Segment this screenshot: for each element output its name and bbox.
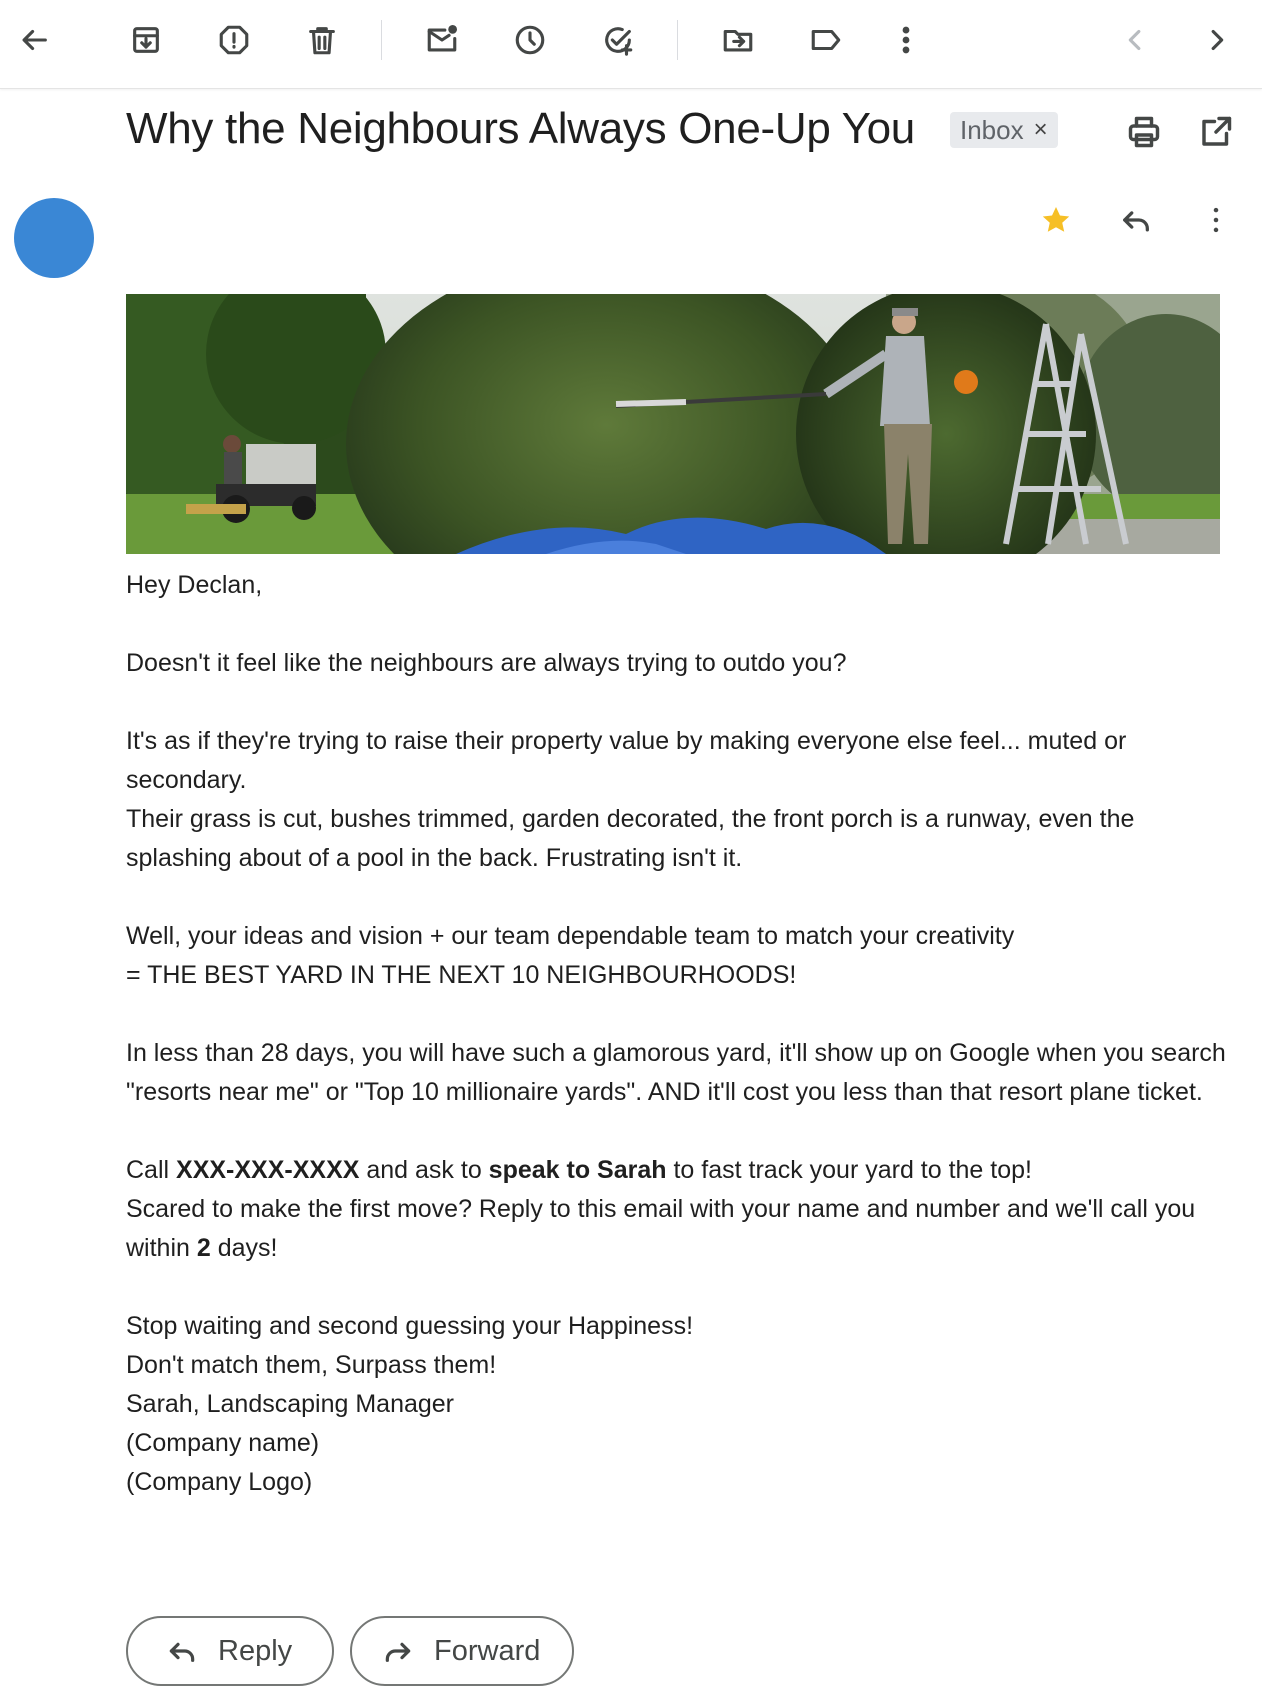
greeting: Hey Declan,	[126, 571, 263, 599]
reply-icon[interactable]	[1114, 198, 1158, 242]
print-icon[interactable]	[1122, 110, 1166, 154]
days-number: 2	[196, 1234, 211, 1262]
paragraph-3-line-1: Well, your ideas and vision + our team dependable team to match your creativity	[126, 922, 1015, 950]
star-icon[interactable]	[1034, 198, 1078, 242]
email-body	[126, 566, 1226, 1502]
forward-button-label: Forward	[434, 1634, 541, 1667]
phone-number: XXX-XXX-XXXX	[176, 1156, 360, 1184]
inbox-label-text: Inbox	[960, 114, 1024, 145]
add-to-tasks-icon[interactable]	[598, 20, 638, 60]
signature-line-4: (Company name)	[126, 1429, 320, 1457]
call-mid: and ask to	[359, 1156, 489, 1184]
call-to-action	[126, 1151, 1226, 1190]
remove-label-icon[interactable]: ×	[1033, 116, 1048, 143]
reply-offer-suffix: days!	[210, 1234, 278, 1262]
paragraph-3-line-2: = THE BEST YARD IN THE NEXT 10 NEIGHBOURHOODS!	[126, 961, 797, 989]
move-to-icon[interactable]	[718, 20, 758, 60]
open-in-new-window-icon[interactable]	[1194, 110, 1238, 154]
label-icon[interactable]	[806, 20, 846, 60]
reply-icon	[166, 1635, 198, 1667]
chevron-right-icon[interactable]	[1196, 20, 1236, 60]
message-more-icon[interactable]	[1194, 198, 1238, 242]
snooze-icon[interactable]	[510, 20, 550, 60]
paragraph-4: In less than 28 days, you will have such a glamorous yard, it'll show up on Google when you search "resorts near me" or "Top 10 millionaire yards". AND it'll cost you less than that resort plane ticket.	[126, 1039, 1226, 1106]
more-vert-icon[interactable]	[886, 20, 926, 60]
call-prefix: Call	[126, 1156, 177, 1184]
toolbar-divider	[677, 20, 678, 60]
speak-to-sarah: speak to Sarah	[488, 1156, 667, 1184]
sender-avatar	[14, 198, 94, 278]
toolbar	[0, 0, 1262, 89]
reply-offer-prefix: Scared to make the first move? Reply to this email with your name and number and we'll call you within	[126, 1195, 1196, 1262]
delete-icon[interactable]	[302, 20, 342, 60]
report-spam-icon[interactable]	[214, 20, 254, 60]
call-suffix: to fast track your yard to the top!	[666, 1156, 1032, 1184]
back-arrow-icon[interactable]	[14, 20, 54, 60]
paragraph-2-line-2: Their grass is cut, bushes trimmed, garden decorated, the front porch is a runway, even the splashing about of a pool in the back. Frustrating isn't it.	[126, 805, 1135, 872]
paragraph-2-line-1: It's as if they're trying to raise their property value by making everyone else feel... muted or secondary.	[126, 727, 1127, 794]
hero-image	[126, 294, 1220, 554]
signature-line-1: Stop waiting and second guessing your Happiness!	[126, 1312, 694, 1340]
chevron-left-icon[interactable]	[1116, 20, 1156, 60]
paragraph-1: Doesn't it feel like the neighbours are always trying to outdo you?	[126, 649, 847, 677]
email-subject: Why the Neighbours Always One-Up You	[126, 104, 915, 153]
signature-line-5: (Company Logo)	[126, 1468, 313, 1496]
reply-button-label: Reply	[218, 1634, 293, 1667]
inbox-label-chip	[950, 112, 1058, 148]
signature-line-3: Sarah, Landscaping Manager	[126, 1390, 455, 1418]
reply-button[interactable]	[126, 1616, 334, 1686]
forward-icon	[382, 1635, 414, 1667]
mark-unread-icon[interactable]	[422, 20, 462, 60]
forward-button[interactable]	[350, 1616, 574, 1686]
signature-line-2: Don't match them, Surpass them!	[126, 1351, 497, 1379]
archive-icon[interactable]	[126, 20, 166, 60]
reply-offer	[126, 1190, 1226, 1268]
toolbar-divider	[381, 20, 382, 60]
